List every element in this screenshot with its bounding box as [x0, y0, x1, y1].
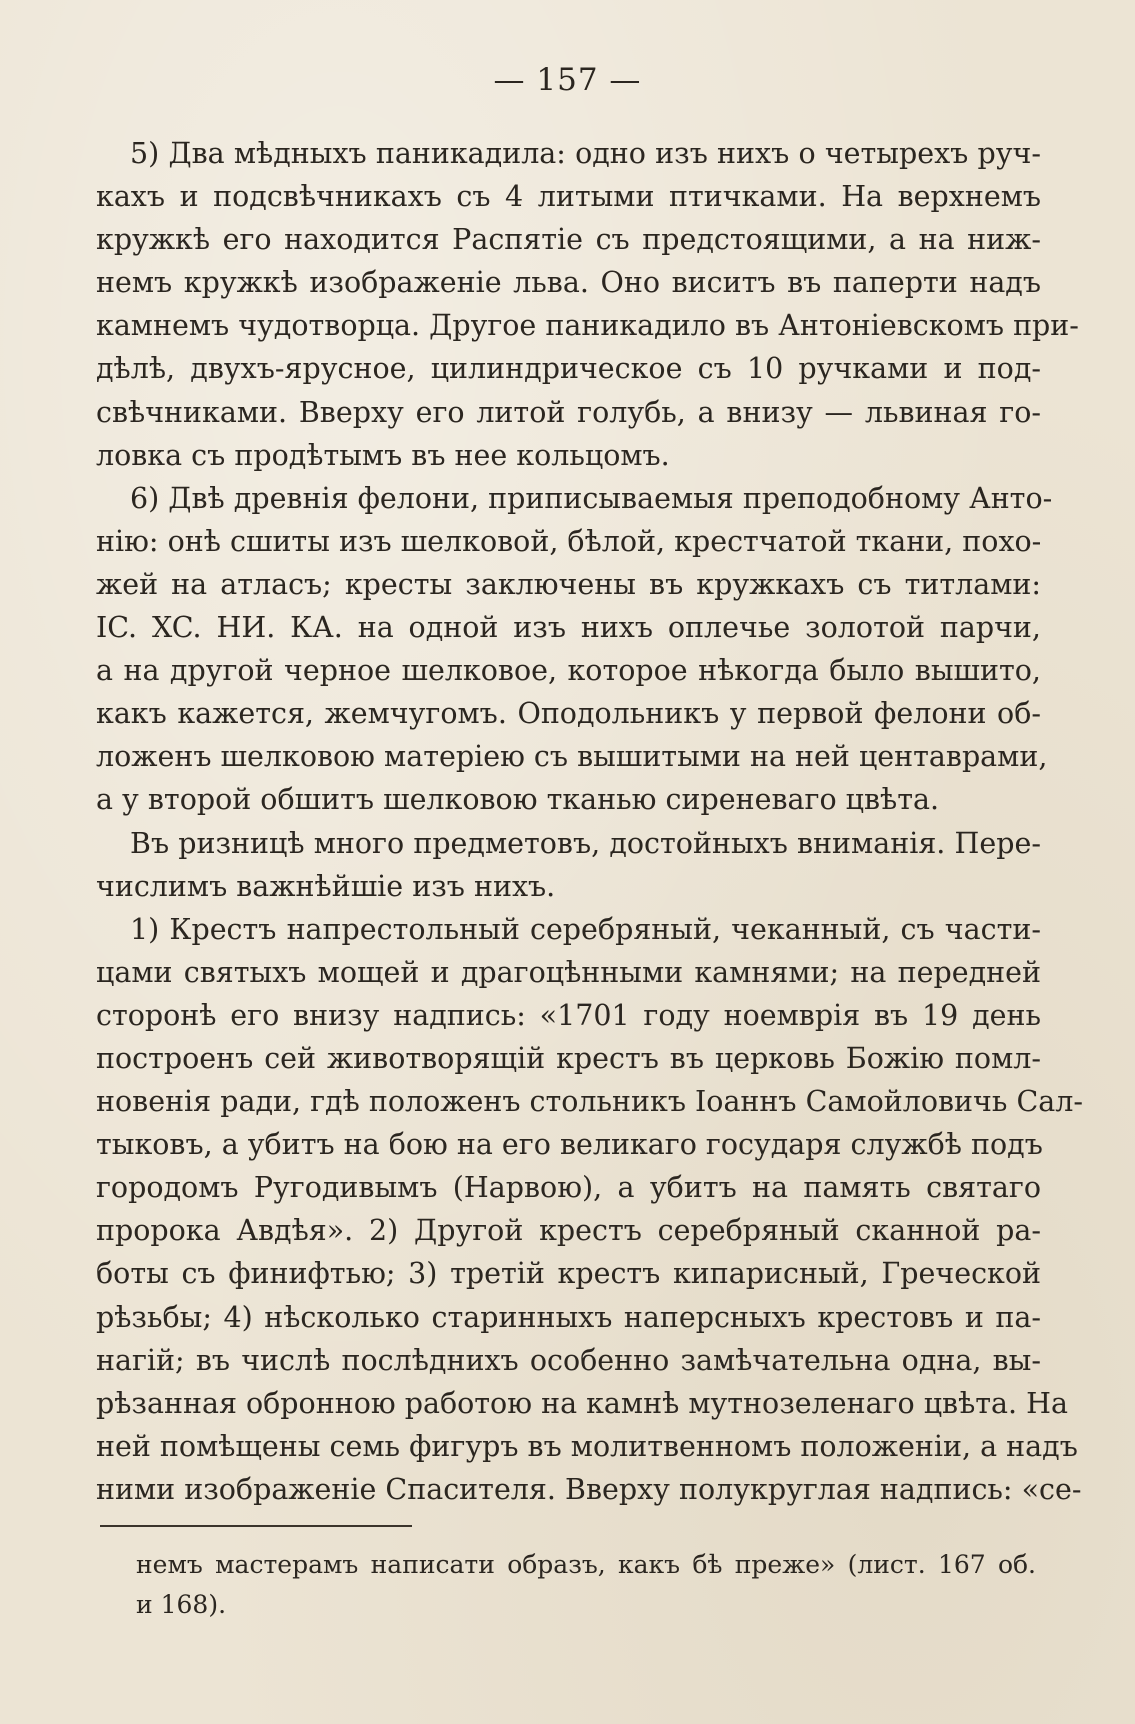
text-line: городомъ Ругодивымъ (Нарвою), а убитъ на память святаго [96, 1171, 1041, 1205]
text-line: кахъ и подсвѣчникахъ съ 4 литыми птичками. На верхнемъ [96, 180, 1041, 214]
text-line: боты съ финифтью; 3) третій крестъ кипарисный, Греческой [96, 1257, 1041, 1291]
text-line: 6) Двѣ древнія фелони, приписываемыя преподобному Анто- [130, 481, 1053, 515]
text-line: ложенъ шелковою матеріею съ вышитыми на ней центаврами, [96, 740, 1048, 774]
text-line: цами святыхъ мощей и драгоцѣнными камнями; на передней [96, 955, 1041, 989]
text-line: нію: онѣ сшиты изъ шелковой, бѣлой, крестчатой ткани, похо- [96, 524, 1042, 558]
text-line: рѣзанная обронною работою на камнѣ мутнозеленаго цвѣта. На [96, 1386, 1068, 1420]
text-line: рѣзьбы; 4) нѣсколько старинныхъ наперсныхъ крестовъ и па- [96, 1300, 1041, 1334]
text-line: IC. XC. НИ. КА. на одной изъ нихъ оплечье золотой парчи, [96, 611, 1041, 645]
text-line: жей на атласъ; кресты заключены въ кружкахъ съ титлами: [96, 567, 1041, 601]
footnote-divider [100, 1525, 412, 1527]
page-number: — 157 — [493, 62, 642, 98]
text-line: какъ кажется, жемчугомъ. Оподольникъ у первой фелони об- [96, 697, 1041, 731]
text-line: ней помѣщены семь фигуръ въ молитвенномъ положеніи, а надъ [96, 1429, 1078, 1463]
text-line: кружкѣ его находится Распятіе съ предстоящими, а на ниж- [96, 223, 1041, 257]
footnote-line: и 168). [136, 1590, 227, 1619]
text-line: 5) Два мѣдныхъ паникадила: одно изъ нихъ о четырехъ руч- [130, 137, 1041, 170]
footnote-line: немъ мастерамъ написати образъ, какъ бѣ преже» (лист. 167 об. [136, 1550, 1036, 1579]
text-line: ними изображеніе Спасителя. Вверху полукруглая надпись: «се- [96, 1472, 1082, 1506]
text-line: ловка съ продѣтымъ въ нее кольцомъ. [96, 438, 670, 472]
main-text [96, 132, 1083, 1511]
text-line: сторонѣ его внизу надпись: «1701 году ноемврія въ 19 день [96, 998, 1041, 1032]
text-line: дѣлѣ, двухъ-ярусное, цилиндрическое съ 10 ручками и под- [96, 352, 1041, 386]
text-line: тыковъ, а убитъ на бою на его великаго государя службѣ подъ [96, 1128, 1043, 1162]
text-line: а на другой черное шелковое, которое нѣкогда было вышито, [96, 654, 1041, 688]
text-line: пророка Авдѣя». 2) Другой крестъ серебряный сканной ра- [96, 1214, 1041, 1248]
text-line: Въ ризницѣ много предметовъ, достойныхъ вниманія. Пере- [130, 826, 1041, 860]
text-line: немъ кружкѣ изображеніе льва. Оно виситъ въ паперти надъ [96, 266, 1041, 300]
text-line: свѣчниками. Вверху его литой голубь, а внизу — львиная го- [96, 395, 1041, 429]
text-line: камнемъ чудотворца. Другое паникадило въ Антоніевскомъ при- [96, 309, 1079, 343]
text-line: 1) Крестъ напрестольный серебряный, чеканный, съ части- [130, 912, 1041, 946]
text-line: а у второй обшитъ шелковою тканью сиреневаго цвѣта. [96, 783, 940, 817]
text-line: новенія ради, гдѣ положенъ стольникъ Іоаннъ Самойловичь Сал- [96, 1085, 1083, 1119]
text-line: построенъ сей животворящій крестъ въ церковь Божію помл- [96, 1041, 1041, 1075]
text-line: нагій; въ числѣ послѣднихъ особенно замѣчательна одна, вы- [96, 1343, 1041, 1377]
text-line: числимъ важнѣйшіе изъ нихъ. [96, 869, 556, 903]
footnote [136, 1545, 1036, 1625]
